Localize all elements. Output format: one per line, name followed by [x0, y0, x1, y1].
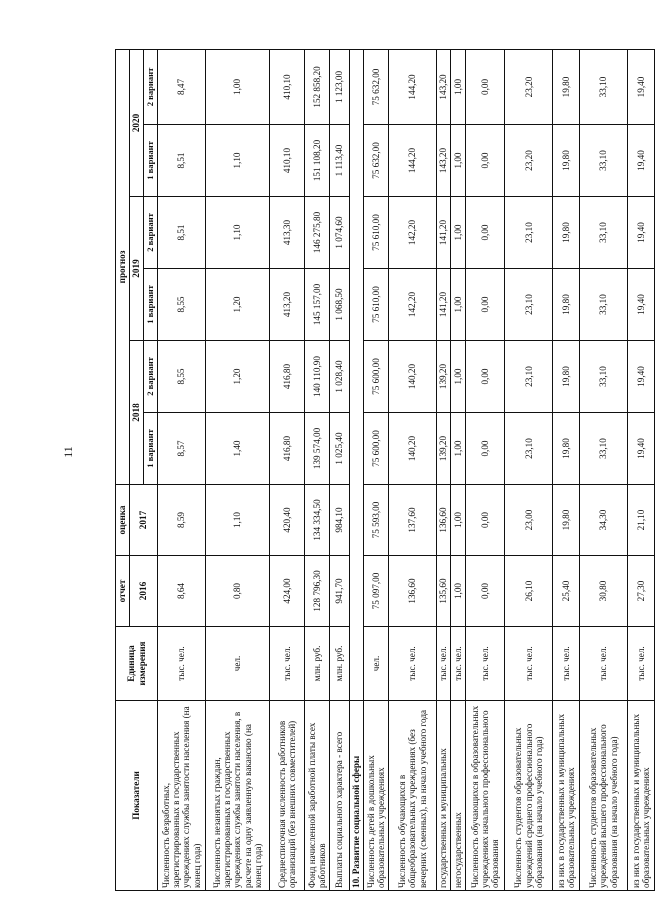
header-year-2016: 2016 — [130, 556, 158, 627]
row-indicator-label: Среднесписочная численность работников организаций (без внешних совместителей) — [270, 701, 305, 891]
value-cell: 1,00 — [451, 125, 466, 197]
table-row — [270, 49, 305, 890]
row-indicator-label: Численность незанятых граждан, зарегистрированных в государственных учреждениях службы занятости населения, в расчете на одну заявленную вакансию (на конец года) — [205, 701, 269, 891]
value-cell: 1,20 — [205, 341, 269, 413]
table-row — [580, 49, 628, 890]
page-number: 11 — [61, 446, 75, 458]
value-cell: 941,70 — [329, 556, 349, 627]
value-cell: 0,00 — [465, 341, 504, 413]
value-cell: 1,10 — [205, 197, 269, 269]
value-cell: 1 028,40 — [329, 341, 349, 413]
value-cell: 151 108,20 — [305, 125, 330, 197]
header-unit: Единица измерения — [116, 627, 158, 701]
value-cell: 1,10 — [205, 125, 269, 197]
value-cell: 19,40 — [627, 269, 654, 341]
value-cell: 33,10 — [580, 413, 628, 485]
table-row — [305, 49, 330, 890]
value-cell: 23,10 — [505, 197, 553, 269]
table-row — [364, 49, 389, 890]
row-unit: чел. — [364, 627, 389, 701]
value-cell: 19,40 — [627, 341, 654, 413]
value-cell: 75 632,00 — [364, 49, 389, 124]
table-row — [465, 49, 504, 890]
value-cell: 139,20 — [436, 341, 451, 413]
row-indicator-label: Фонд начисленной заработной платы всех работников — [305, 701, 330, 891]
value-cell: 141,20 — [436, 269, 451, 341]
value-cell: 145 157,00 — [305, 269, 330, 341]
table-header — [116, 49, 158, 890]
value-cell: 8,59 — [158, 485, 206, 556]
value-cell: 142,20 — [389, 269, 437, 341]
value-cell: 8,51 — [158, 125, 206, 197]
row-indicator-label: из них в государственных и муниципальных образовательных учреждениях — [627, 701, 654, 891]
value-cell: 1,00 — [451, 485, 466, 556]
value-cell: 27,30 — [627, 556, 654, 627]
row-unit: тыс. чел. — [451, 627, 466, 701]
table-row — [436, 49, 451, 890]
table-body — [158, 49, 655, 890]
value-cell: 140 110,90 — [305, 341, 330, 413]
table-row — [329, 49, 349, 890]
value-cell: 143,20 — [436, 49, 451, 124]
value-cell: 0,00 — [465, 556, 504, 627]
section-title: 10. Развитие социальной сферы — [349, 701, 364, 891]
value-cell: 413,30 — [270, 197, 305, 269]
rotated-table-container — [115, 50, 655, 891]
value-cell: 139,20 — [436, 413, 451, 485]
header-2018-variant-1: 1 вариант — [144, 413, 158, 485]
value-cell: 134 334,50 — [305, 485, 330, 556]
table-row — [389, 49, 437, 890]
value-cell: 23,10 — [505, 413, 553, 485]
forecast-table — [115, 49, 655, 891]
header-indicator: Показатели — [116, 701, 158, 891]
value-cell: 33,10 — [580, 269, 628, 341]
value-cell: 23,10 — [505, 269, 553, 341]
value-cell: 19,80 — [553, 49, 580, 124]
value-cell: 19,80 — [553, 269, 580, 341]
table-row — [451, 49, 466, 890]
header-year-2018: 2018 — [130, 341, 144, 485]
value-cell: 0,00 — [465, 269, 504, 341]
value-cell: 1,00 — [451, 269, 466, 341]
value-cell: 424,00 — [270, 556, 305, 627]
row-unit: тыс. чел. — [627, 627, 654, 701]
value-cell: 137,60 — [389, 485, 437, 556]
value-cell: 1,40 — [205, 413, 269, 485]
value-cell: 144,20 — [389, 49, 437, 124]
value-cell: 410,10 — [270, 49, 305, 124]
table-row — [553, 49, 580, 890]
value-cell: 75 610,00 — [364, 197, 389, 269]
value-cell: 75 600,00 — [364, 413, 389, 485]
value-cell: 19,40 — [627, 413, 654, 485]
value-cell: 1,20 — [205, 269, 269, 341]
value-cell: 30,80 — [580, 556, 628, 627]
value-cell: 1,00 — [451, 413, 466, 485]
row-indicator-label: Численность обучающихся в общеобразовательных учреждениях (без вечерних (сменных), на начало учебного года — [389, 701, 437, 891]
value-cell: 142,20 — [389, 197, 437, 269]
header-2020-variant-2: 2 вариант — [144, 49, 158, 124]
header-year-2017: 2017 — [130, 485, 158, 556]
row-unit: млн. руб. — [305, 627, 330, 701]
row-unit: тыс. чел. — [389, 627, 437, 701]
value-cell: 19,80 — [553, 125, 580, 197]
value-cell: 410,10 — [270, 125, 305, 197]
row-indicator-label: негосударственных — [451, 701, 466, 891]
row-unit: тыс. чел. — [270, 627, 305, 701]
value-cell: 420,40 — [270, 485, 305, 556]
value-cell: 1,10 — [205, 485, 269, 556]
row-indicator-label: Численность студентов образовательных учреждений среднего профессионального образования (на начало учебного года) — [505, 701, 553, 891]
section-empty-cells — [349, 49, 364, 700]
value-cell: 19,40 — [627, 125, 654, 197]
table-row — [205, 49, 269, 890]
value-cell: 1,00 — [451, 49, 466, 124]
value-cell: 23,20 — [505, 125, 553, 197]
table-row — [627, 49, 654, 890]
value-cell: 139 574,00 — [305, 413, 330, 485]
value-cell: 0,00 — [465, 49, 504, 124]
row-indicator-label: из них в государственных и муниципальных образовательных учреждениях — [553, 701, 580, 891]
value-cell: 1 025,40 — [329, 413, 349, 485]
value-cell: 19,80 — [553, 341, 580, 413]
value-cell: 1 074,60 — [329, 197, 349, 269]
row-indicator-label: Численность студентов образовательных учреждений высшего профессионального образования (на начало учебного года) — [580, 701, 628, 891]
header-year-2019: 2019 — [130, 197, 144, 341]
row-unit: тыс. чел. — [158, 627, 206, 701]
value-cell: 19,40 — [627, 49, 654, 124]
section-header-row — [349, 49, 364, 890]
row-indicator-label: Выплаты социального характера - всего — [329, 701, 349, 891]
header-2020-variant-1: 1 вариант — [144, 125, 158, 197]
value-cell: 140,20 — [389, 413, 437, 485]
value-cell: 23,00 — [505, 485, 553, 556]
value-cell: 8,47 — [158, 49, 206, 124]
value-cell: 0,00 — [465, 413, 504, 485]
value-cell: 416,80 — [270, 413, 305, 485]
value-cell: 23,20 — [505, 49, 553, 124]
value-cell: 1 113,40 — [329, 125, 349, 197]
row-unit: тыс. чел. — [580, 627, 628, 701]
row-unit: тыс. чел. — [553, 627, 580, 701]
row-unit: млн. руб. — [329, 627, 349, 701]
value-cell: 984,10 — [329, 485, 349, 556]
value-cell: 136,60 — [436, 485, 451, 556]
value-cell: 1,00 — [451, 197, 466, 269]
header-year-2020: 2020 — [130, 49, 144, 196]
value-cell: 1,00 — [451, 341, 466, 413]
value-cell: 19,80 — [553, 413, 580, 485]
value-cell: 26,10 — [505, 556, 553, 627]
value-cell: 0,00 — [465, 125, 504, 197]
value-cell: 21,10 — [627, 485, 654, 556]
value-cell: 1 123,00 — [329, 49, 349, 124]
value-cell: 0,00 — [465, 485, 504, 556]
value-cell: 0,80 — [205, 556, 269, 627]
value-cell: 34,30 — [580, 485, 628, 556]
row-unit: тыс. чел. — [505, 627, 553, 701]
value-cell: 8,55 — [158, 341, 206, 413]
value-cell: 1 068,50 — [329, 269, 349, 341]
value-cell: 19,80 — [553, 485, 580, 556]
value-cell: 75 593,00 — [364, 485, 389, 556]
value-cell: 19,40 — [627, 197, 654, 269]
value-cell: 75 097,00 — [364, 556, 389, 627]
value-cell: 1,00 — [451, 556, 466, 627]
header-2018-variant-2: 2 вариант — [144, 341, 158, 413]
value-cell: 75 610,00 — [364, 269, 389, 341]
value-cell: 136,60 — [389, 556, 437, 627]
table-row — [505, 49, 553, 890]
value-cell: 8,64 — [158, 556, 206, 627]
value-cell: 152 858,20 — [305, 49, 330, 124]
row-indicator-label: Численность детей в дошкольных образовательных учреждениях — [364, 701, 389, 891]
value-cell: 23,10 — [505, 341, 553, 413]
value-cell: 75 632,00 — [364, 125, 389, 197]
value-cell: 143,20 — [436, 125, 451, 197]
value-cell: 8,57 — [158, 413, 206, 485]
header-report: отчет — [116, 556, 130, 627]
value-cell: 128 796,30 — [305, 556, 330, 627]
value-cell: 413,20 — [270, 269, 305, 341]
value-cell: 75 600,00 — [364, 341, 389, 413]
value-cell: 33,10 — [580, 49, 628, 124]
row-unit: тыс. чел. — [465, 627, 504, 701]
header-forecast: прогноз — [116, 49, 130, 484]
row-indicator-label: государственных и муниципальных — [436, 701, 451, 891]
value-cell: 25,40 — [553, 556, 580, 627]
value-cell: 416,80 — [270, 341, 305, 413]
row-indicator-label: Численность безработных, зарегистрированных в государственных учреждениях службы занятости населения (на конец года) — [158, 701, 206, 891]
header-estimate: оценка — [116, 485, 130, 556]
value-cell: 8,55 — [158, 269, 206, 341]
row-unit: тыс. чел. — [436, 627, 451, 701]
value-cell: 144,20 — [389, 125, 437, 197]
row-indicator-label: Численность обучающихся в образовательных учреждениях начального профессионального образования — [465, 701, 504, 891]
row-unit: чел. — [205, 627, 269, 701]
value-cell: 33,10 — [580, 341, 628, 413]
value-cell: 33,10 — [580, 125, 628, 197]
value-cell: 1,00 — [205, 49, 269, 124]
value-cell: 0,00 — [465, 197, 504, 269]
header-2019-variant-2: 2 вариант — [144, 197, 158, 269]
value-cell: 141,20 — [436, 197, 451, 269]
value-cell: 8,51 — [158, 197, 206, 269]
value-cell: 19,80 — [553, 197, 580, 269]
value-cell: 135,60 — [436, 556, 451, 627]
value-cell: 140,20 — [389, 341, 437, 413]
table-row — [158, 49, 206, 890]
value-cell: 146 275,80 — [305, 197, 330, 269]
header-2019-variant-1: 1 вариант — [144, 269, 158, 341]
value-cell: 33,10 — [580, 197, 628, 269]
